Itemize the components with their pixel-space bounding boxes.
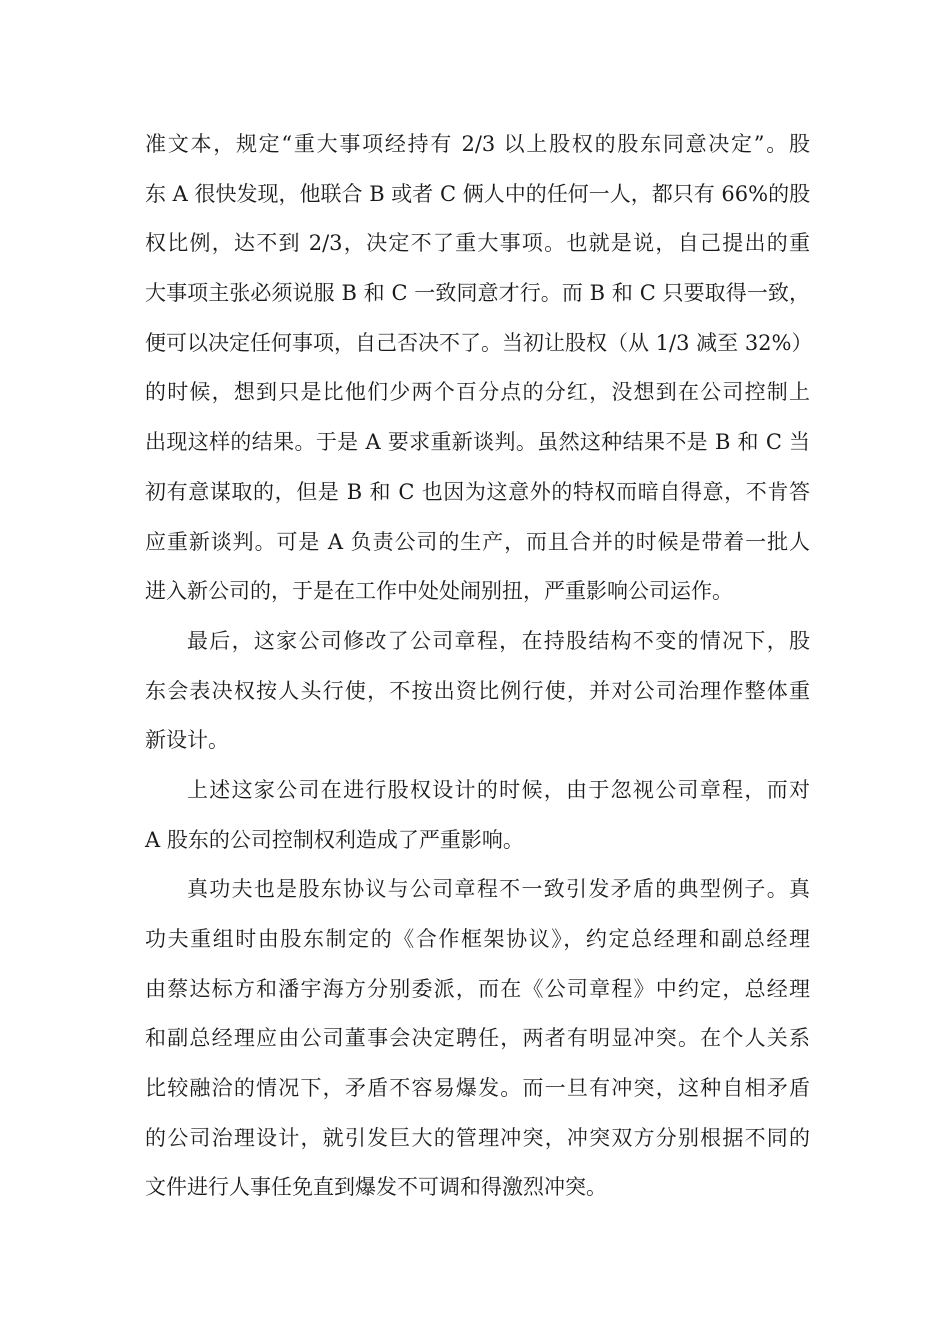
text-line: 东会表决权按人头行使，不按出资比例行使，并对公司治理作整体重 [145, 678, 810, 703]
text-line: 的时候，想到只是比他们少两个百分点的分红，没想到在公司控制上 [145, 380, 810, 405]
paragraph-first-line: 上述这家公司在进行股权设计的时候，由于忽视公司章程，而对 [187, 777, 810, 802]
text-line: 和副总经理应由公司董事会决定聘任，两者有明显冲突。在个人关系 [145, 1026, 810, 1051]
text-line: 的公司治理设计，就引发巨大的管理冲突，冲突双方分别根据不同的 [145, 1125, 810, 1150]
text-line: 文件进行人事任免直到爆发不可调和得激烈冲突。 [145, 1175, 607, 1200]
paragraph-first-line: 最后，这家公司修改了公司章程，在持股结构不变的情况下，股 [187, 628, 810, 653]
text-line: 比较融洽的情况下，矛盾不容易爆发。而一旦有冲突，这种自相矛盾 [145, 1076, 810, 1101]
text-line: 初有意谋取的，但是 B 和 C 也因为这意外的特权而暗自得意，不肯答 [145, 479, 810, 504]
text-line: 准文本，规定“重大事项经持有 2/3 以上股权的股东同意决定”。股 [145, 132, 810, 156]
text-line: 权比例，达不到 2/3，决定不了重大事项。也就是说，自己提出的重 [145, 231, 810, 256]
text-line: 进入新公司的，于是在工作中处处闹别扭，严重影响公司运作。 [145, 579, 733, 604]
body-text [145, 120, 813, 1213]
text-line: 新设计。 [145, 728, 229, 753]
text-line: 由蔡达标方和潘宇海方分别委派，而在《公司章程》中约定，总经理 [145, 976, 810, 1001]
paragraph-first-line: 真功夫也是股东协议与公司章程不一致引发矛盾的典型例子。真 [187, 877, 810, 902]
text-line: 功夫重组时由股东制定的《合作框架协议》，约定总经理和副总经理 [145, 927, 810, 951]
text-line: 应重新谈判。可是 A 负责公司的生产，而且合并的时候是带着一批人 [145, 529, 810, 554]
text-line: 东 A 很快发现，他联合 B 或者 C 俩人中的任何一人，都只有 66%的股 [145, 181, 811, 206]
text-line: 便可以决定任何事项，自己否决不了。当初让股权（从 1/3 减至 32%） [145, 330, 813, 355]
text-line: 出现这样的结果。于是 A 要求重新谈判。虽然这种结果不是 B 和 C 当 [145, 430, 810, 455]
text-line: 大事项主张必须说服 B 和 C 一致同意才行。而 B 和 C 只要取得一致， [145, 281, 810, 306]
text-line: A 股东的公司控制权利造成了严重影响。 [145, 827, 524, 852]
